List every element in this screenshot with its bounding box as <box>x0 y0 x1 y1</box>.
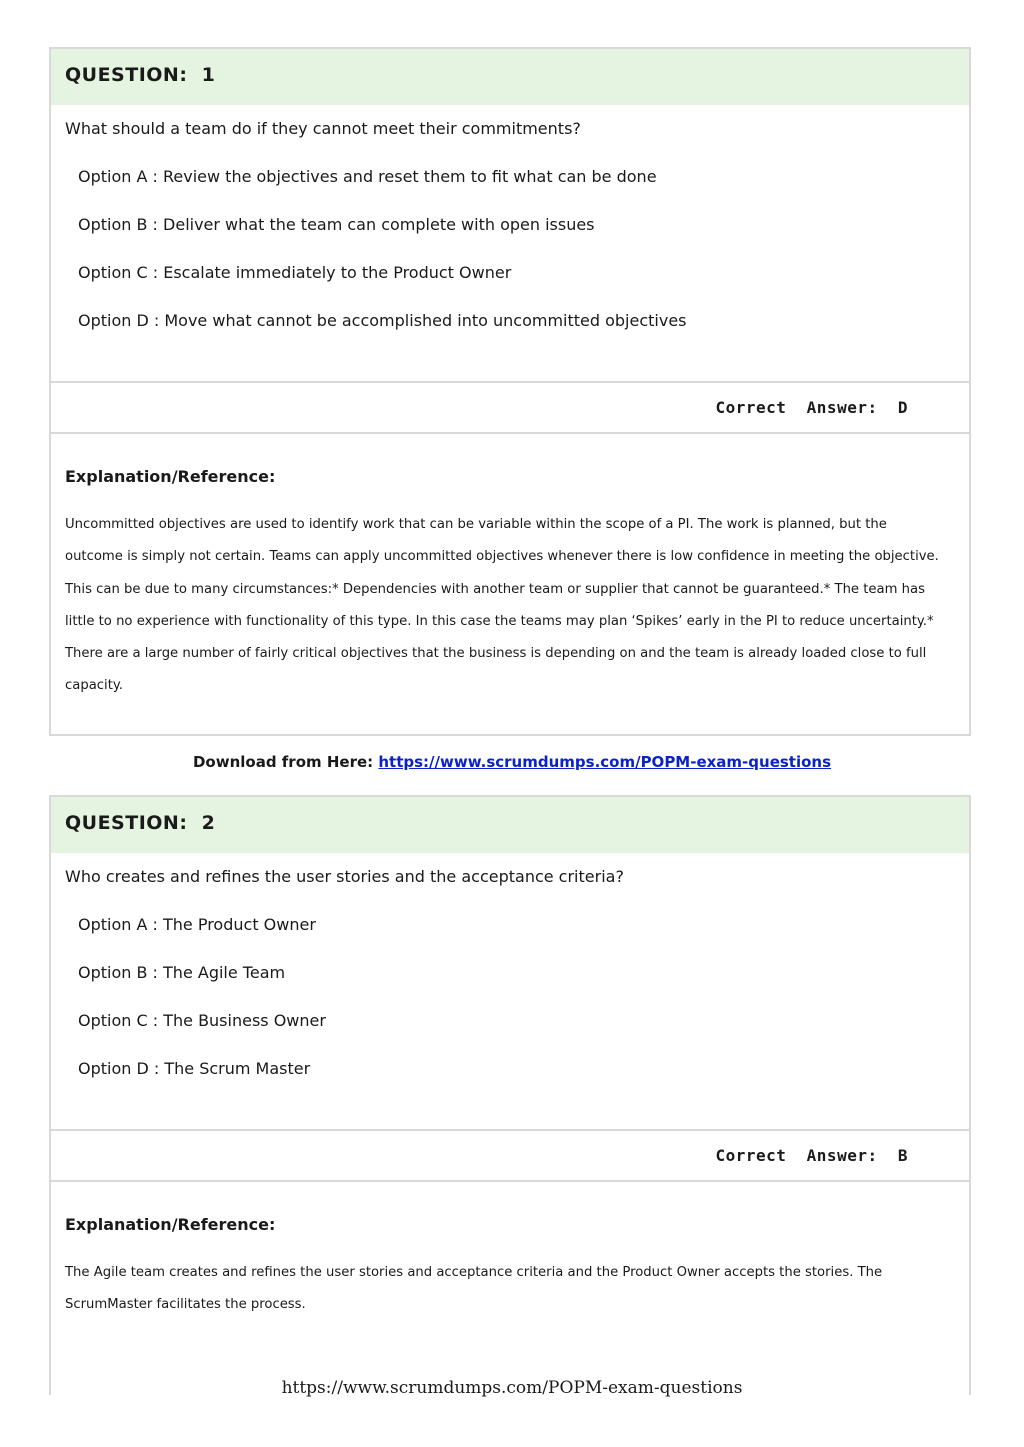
option-b: Option B : The Agile Team <box>78 963 286 982</box>
option-c: Option C : The Business Owner <box>78 1011 326 1030</box>
download-line <box>0 753 1024 771</box>
question-text: What should a team do if they cannot meet their commitments? <box>65 119 581 138</box>
divider <box>51 1180 969 1182</box>
download-label: Download from Here: <box>192 753 379 771</box>
option-c: Option C : Escalate immediately to the Product Owner <box>78 263 512 282</box>
explanation-text: The Agile team creates and refines the user stories and acceptance criteria and the Product Owner accepts the stories. The ScrumMaster facilitates the process. <box>65 1265 883 1313</box>
question-title: QUESTION: 1 <box>65 64 216 86</box>
option-b: Option B : Deliver what the team can complete with open issues <box>78 215 595 234</box>
divider <box>51 381 969 383</box>
question-header <box>51 49 969 105</box>
option-d: Option D : The Scrum Master <box>78 1059 311 1078</box>
option-a: Option A : Review the objectives and reset them to fit what can be done <box>78 167 657 186</box>
download-link[interactable]: https://www.scrumdumps.com/POPM-exam-questions <box>378 753 832 771</box>
correct-answer: Correct Answer: B <box>715 1146 908 1165</box>
question-title: QUESTION: 2 <box>65 812 216 834</box>
question-text: Who creates and refines the user stories and the acceptance criteria? <box>65 867 624 886</box>
explanation-text: Uncommitted objectives are used to identify work that can be variable within the scope of a PI. The work is planned, but the outcome is simply not certain. Teams can apply uncommitted objectives whenever there is low confidence in meeting the objective. This can be due to many circumstances:* Dependencies with another team or supplier that cannot be guaranteed.* The team has little to no experience with functionality of this type. In this case the teams may plan ‘Spikes’ early in the PI to reduce uncertainty.* There are a large number of fairly critical objectives that the business is depending on and the team is already loaded close to full capacity. <box>65 517 939 694</box>
question-card-1 <box>49 47 971 736</box>
question-header <box>51 797 969 853</box>
explanation-heading: Explanation/Reference: <box>65 467 276 486</box>
question-card-2 <box>49 795 971 1395</box>
explanation-heading: Explanation/Reference: <box>65 1215 276 1234</box>
option-d: Option D : Move what cannot be accomplished into uncommitted objectives <box>78 311 687 330</box>
divider <box>51 1129 969 1131</box>
footer-url: https://www.scrumdumps.com/POPM-exam-questions <box>281 1378 743 1398</box>
option-a: Option A : The Product Owner <box>78 915 316 934</box>
correct-answer: Correct Answer: D <box>715 398 908 417</box>
divider <box>51 432 969 434</box>
